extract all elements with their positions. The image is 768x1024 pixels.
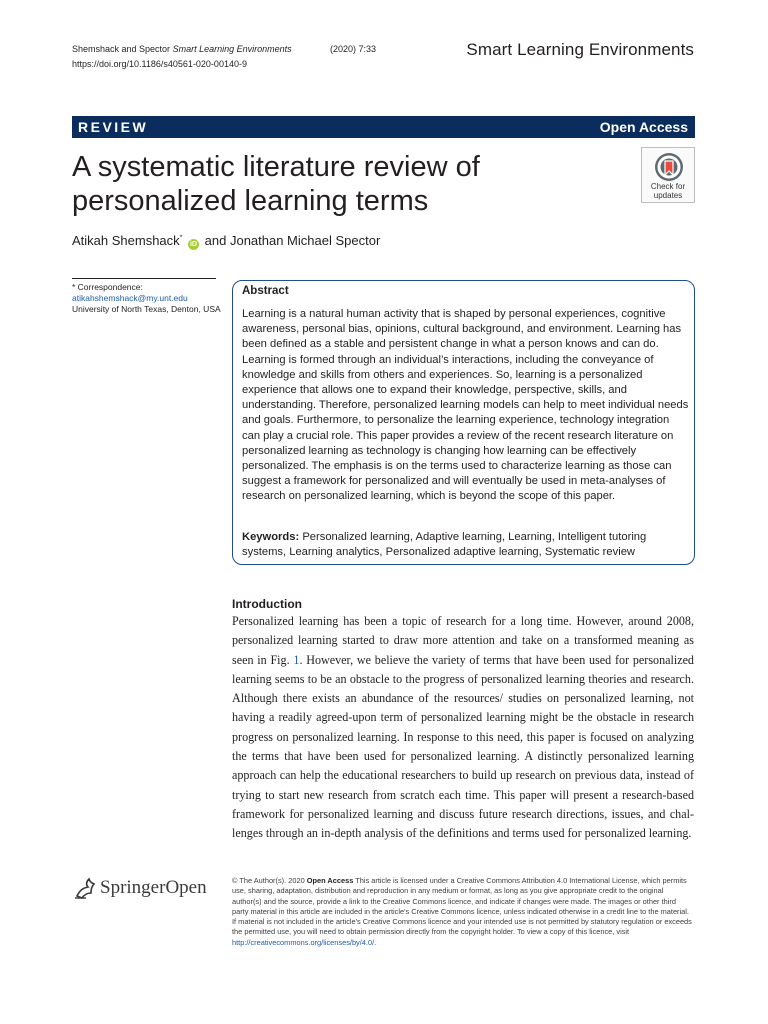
introduction-text: Personalized learning has been a topic of research for a long time. However, around 2008, personalized learning started to draw more attention and take on a transformed meaning as seen in Fig. 1. However, we believe the variety of terms that have been used for personalized learning seems to be an obstacle to the progress of personalized learning theories and research. Although there exists an abundance of the resources/ studies on personalized learning, not having a readily agreed-upon term of personalized learning might be the obstacle in research progress on personalized learning. In response to this need, this paper is focused on analyzing the terms that have been used for personalized learning. A distinctly personalized learning approach can help the educational researchers to build up research on previous data, instead of trying to start new research from scratch each time. This paper will present a research-based framework for personalized learning and discuss future research directions, issues, and challenges through an in-depth analysis of the definitions and terms used for personalized learning. (232, 614, 694, 841)
abstract-text: Learning is a natural human activity that is shaped by personal experiences, cognitive awareness, personal bias, opinions, cultural background, and environment. Learning has been defined as a stable and persistent change in what a person knows and can do. Learning is formed through an individual’s interactions, including the conveyance of knowledge and skills from others and experiences. So, learning is a personalized experience that allows one to expand their knowledge, perspective, skills, and understanding. Therefore, personalized learning models can help to meet individual needs and goals. Furthermore, to personalize the learning experience, technology integration can play a crucial role. This paper provides a review of the recent research literature on personalized learning as technology is changing how learning can be effectively personalized. The emphasis is on the terms used to characterize learning as those can suggest a framework for personalized and will eventually be used in meta-analyses of research on personalized learning, which is beyond the scope of this paper. (242, 308, 689, 503)
orcid-icon[interactable]: iD (190, 241, 198, 248)
abstract-heading: Abstract (242, 285, 289, 297)
article-title: A systematic literature review of personalized learning terms (72, 151, 480, 217)
correspondence-divider (72, 278, 216, 279)
correspondence-affiliation: University of North Texas, Denton, USA (72, 304, 221, 314)
author-name[interactable]: Atikah Shemshack (72, 233, 180, 248)
figure-reference-link[interactable]: 1 (293, 652, 300, 667)
article-type-banner (72, 116, 695, 138)
springer-open-wordmark: SpringerOpen (100, 877, 207, 898)
license-statement: © The Author(s). 2020 Open Access This article is licensed under a Creative Commons Attribution 4.0 International License, which permits use, sharing, adaptation, distribution and reproduction in any medium or format, as long as you give appropriate credit to the original author(s) and the source, provide a link to the Creative Commons licence, and indicate if changes were made. The images or other third party material in this article are included in the article's Creative Commons licence, unless indicated otherwise in a credit line to the material. If material is not included in the article's Creative Commons licence and your intended use is not permitted by statutory regulation or exceeds the permitted use, you will need to obtain permission directly from the copyright holder. To view a copy of this licence, visit http://creativecommons.org/licenses/by/4.0/. (232, 876, 692, 947)
crossmark-label: Check for updates (650, 182, 686, 200)
issue-number: (2020) 7:33 (330, 44, 377, 54)
article-type-label: REVIEW (78, 119, 149, 135)
keywords-label: Keywords: (242, 531, 300, 543)
open-access-label: Open Access (599, 119, 688, 135)
license-link[interactable]: http://creativecommons.org/licenses/by/4.0/ (232, 937, 375, 947)
springer-horse-icon (74, 876, 96, 900)
introduction-heading: Introduction (232, 597, 302, 611)
citation-journal: Smart Learning Environments (172, 44, 292, 54)
author-name[interactable]: and Jonathan Michael Spector (204, 233, 381, 248)
correspondence-email[interactable]: atikahshemshack@my.unt.edu (72, 293, 188, 303)
keywords-list: Personalized learning, Adaptive learning, Learning, Intelligent tutoring systems, Learning analytics, Personalized adaptive learning, Systematic review (242, 531, 647, 559)
journal-title: Smart Learning Environments (466, 40, 694, 59)
citation-authors: Shemshack and Spector (72, 44, 171, 54)
correspondence-label: * Correspondence: (72, 282, 143, 292)
corresponding-marker: * (179, 234, 183, 242)
keywords (242, 530, 690, 560)
open-access-inline: Open Access (306, 876, 354, 885)
check-for-updates-button[interactable] (641, 147, 695, 203)
correspondence-block (72, 282, 222, 315)
author-list (72, 233, 380, 250)
running-header-citation (72, 42, 292, 72)
doi-link[interactable]: https://doi.org/10.1186/s40561-020-00140-9 (72, 59, 247, 69)
springer-open-logo (74, 876, 207, 900)
crossmark-icon (654, 152, 684, 182)
